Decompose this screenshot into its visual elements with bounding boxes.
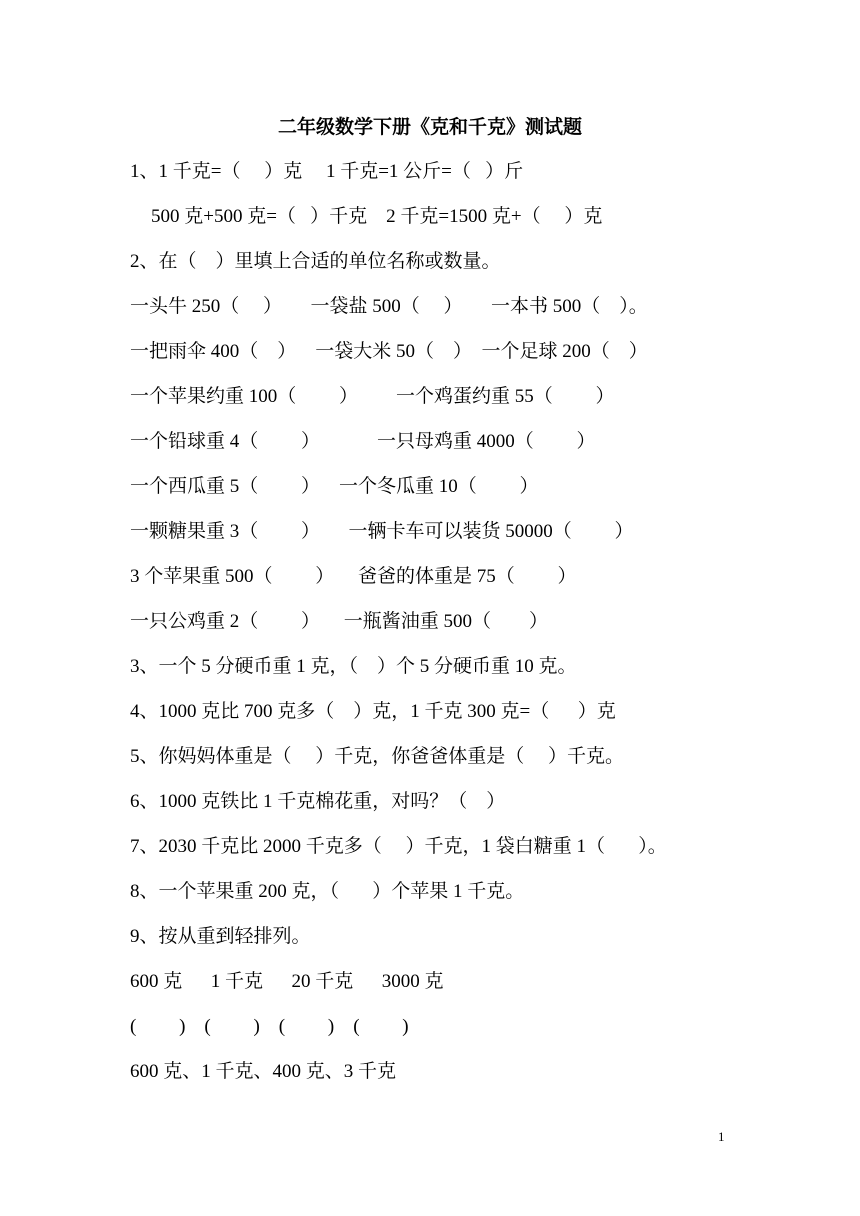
question-9-answer-blanks: ( ) ( ) ( ) ( ): [130, 1016, 409, 1037]
question-3: 3、一个 5 分硬币重 1 克，（ ）个 5 分硬币重 10 克。: [130, 656, 577, 677]
question-2-heading: 2、在（ ）里填上合适的单位名称或数量。: [130, 251, 501, 272]
question-7: 7、2030 千克比 2000 千克多（ ）千克，1 袋白糖重 1（ ）。: [130, 836, 667, 857]
question-4: 4、1000 克比 700 克多（ ）克，1 千克 300 克=（ ）克: [130, 701, 616, 722]
question-2-row-8: 一只公鸡重 2（ ） 一瓶酱油重 500（ ）: [130, 611, 549, 632]
question-8: 8、一个苹果重 200 克，（ ）个苹果 1 千克。: [130, 881, 525, 902]
question-5: 5、你妈妈体重是（ ）千克，你爸爸体重是（ ）千克。: [130, 746, 625, 767]
question-2-row-1: 一头牛 250（ ） 一袋盐 500（ ） 一本书 500（ ）。: [130, 296, 648, 317]
question-6: 6、1000 克铁比 1 千克棉花重，对吗？（ ）: [130, 791, 506, 812]
question-9-heading: 9、按从重到轻排列。: [130, 926, 311, 947]
question-1-line-2: 500 克+500 克=（ ）千克 2 千克=1500 克+（ ）克: [151, 206, 603, 227]
question-9-items: 600 克 1 千克 20 千克 3000 克: [130, 971, 444, 992]
question-1-line-1: 1、1 千克=（ ）克 1 千克=1 公斤=（ ）斤: [130, 161, 524, 182]
question-2-row-2: 一把雨伞 400（ ） 一袋大米 50（ ） 一个足球 200（ ）: [130, 341, 648, 362]
question-2-row-7: 3 个苹果重 500（ ） 爸爸的体重是 75（ ）: [130, 566, 577, 587]
question-2-row-6: 一颗糖果重 3（ ） 一辆卡车可以装货 50000（ ）: [130, 521, 634, 542]
question-2-row-3: 一个苹果约重 100（ ） 一个鸡蛋约重 55（ ）: [130, 386, 615, 407]
question-2-row-4: 一个铅球重 4（ ） 一只母鸡重 4000（ ）: [130, 431, 596, 452]
page-number: 1: [718, 1129, 725, 1144]
document-title: 二年级数学下册《克和千克》测试题: [277, 117, 582, 138]
question-9-items-2: 600 克、1 千克、400 克、3 千克: [130, 1061, 397, 1082]
question-2-row-5: 一个西瓜重 5（ ） 一个冬瓜重 10（ ）: [130, 476, 539, 497]
